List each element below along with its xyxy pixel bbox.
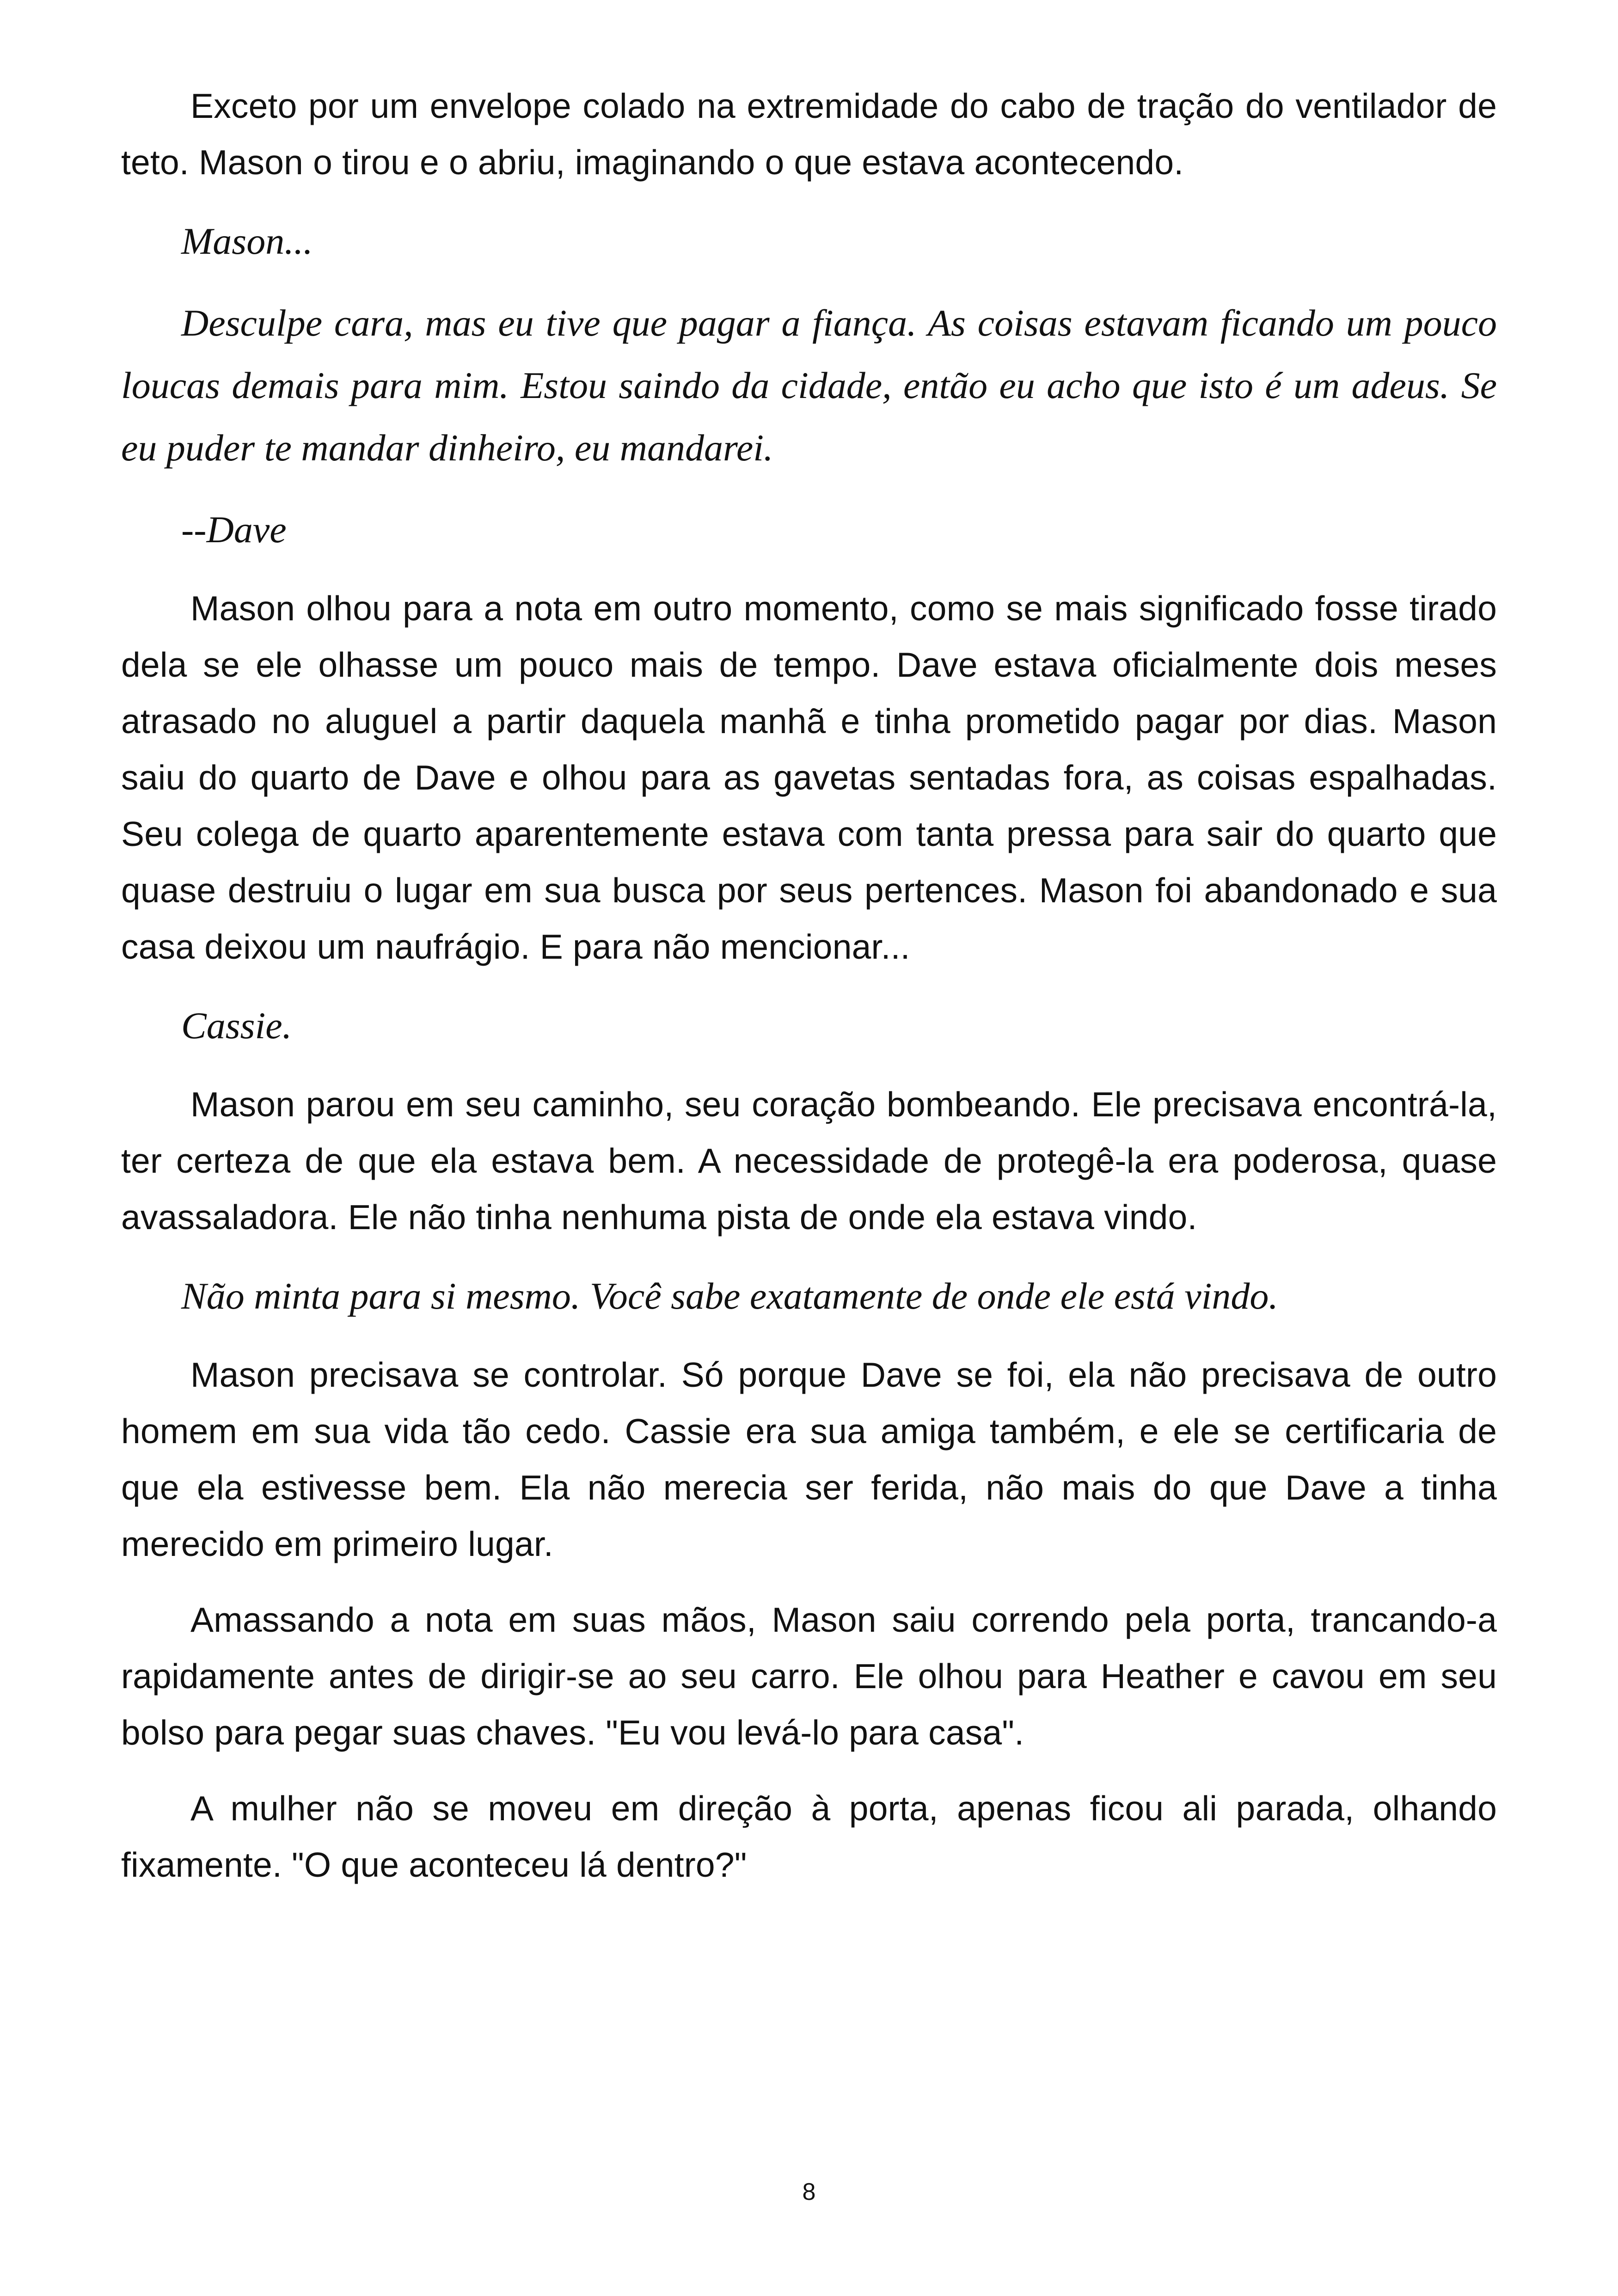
paragraph-control: Mason precisava se controlar. Só porque Dave se foi, ela não precisava de outro homem em sua vida tão cedo. Cassie era sua amiga também, e ele se certificaria de que ela estivesse bem. Ela não merecia ser ferida, não mais do que Dave a tinha merecido em primeiro lugar. [121,1355,1497,1563]
paragraph-crumpling-note: Amassando a nota em suas mãos, Mason saiu correndo pela porta, trancando-a rapidamente antes de dirigir-se ao seu carro. Ele olhou para Heather e cavou em seu bolso para pegar suas chaves. "Eu vou levá-lo para casa". [121,1600,1497,1752]
paragraph-mason-looked: Mason olhou para a nota em outro momento, como se mais significado fosse tirado dela se ele olhasse um pouco mais de tempo. Dave estava oficialmente dois meses atrasado no aluguel a partir daquela manhã e tinha prometido pagar por dias. Mason saiu do quarto de Dave e olhou para as gavetas sentadas fora, as coisas espalhadas. Seu colega de quarto aparentemente estava com tanta pressa para sair do quarto que quase destruiu o lugar em sua busca por seus pertences. Mason foi abandonado e sua casa deixou um naufrágio. E para não mencionar... [121,589,1497,966]
paragraph-mason-stopped: Mason parou em seu caminho, seu coração bombeando. Ele precisava encontrá-la, ter certeza de que ela estava bem. A necessidade de protegê-la era poderosa, quase avassaladora. Ele não tinha nenhuma pista de onde ela estava vindo. [121,1085,1497,1237]
note-signature: --Dave [181,508,287,551]
paragraph-envelope: Exceto por um envelope colado na extremidade do cabo de tração do ventilador de teto. Mason o tirou e o abriu, imaginando o que estava acontecendo. [121,86,1497,182]
note-salutation: Mason... [181,220,313,262]
paragraph-woman-asks: A mulher não se moveu em direção à porta, apenas ficou ali parada, olhando fixamente. "O que aconteceu lá dentro?" [121,1789,1497,1884]
page-body [121,78,1497,1912]
thought-cassie: Cassie. [181,1004,292,1047]
note-body: Desculpe cara, mas eu tive que pagar a fiança. As coisas estavam ficando um pouco loucas demais para mim. Estou saindo da cidade, então eu acho que isto é um adeus. Se eu puder te mandar dinheiro, eu mandarei. [121,302,1497,469]
page-number: 8 [802,2179,816,2205]
thought-dont-lie: Não minta para si mesmo. Você sabe exatamente de onde ele está vindo. [181,1275,1278,1317]
